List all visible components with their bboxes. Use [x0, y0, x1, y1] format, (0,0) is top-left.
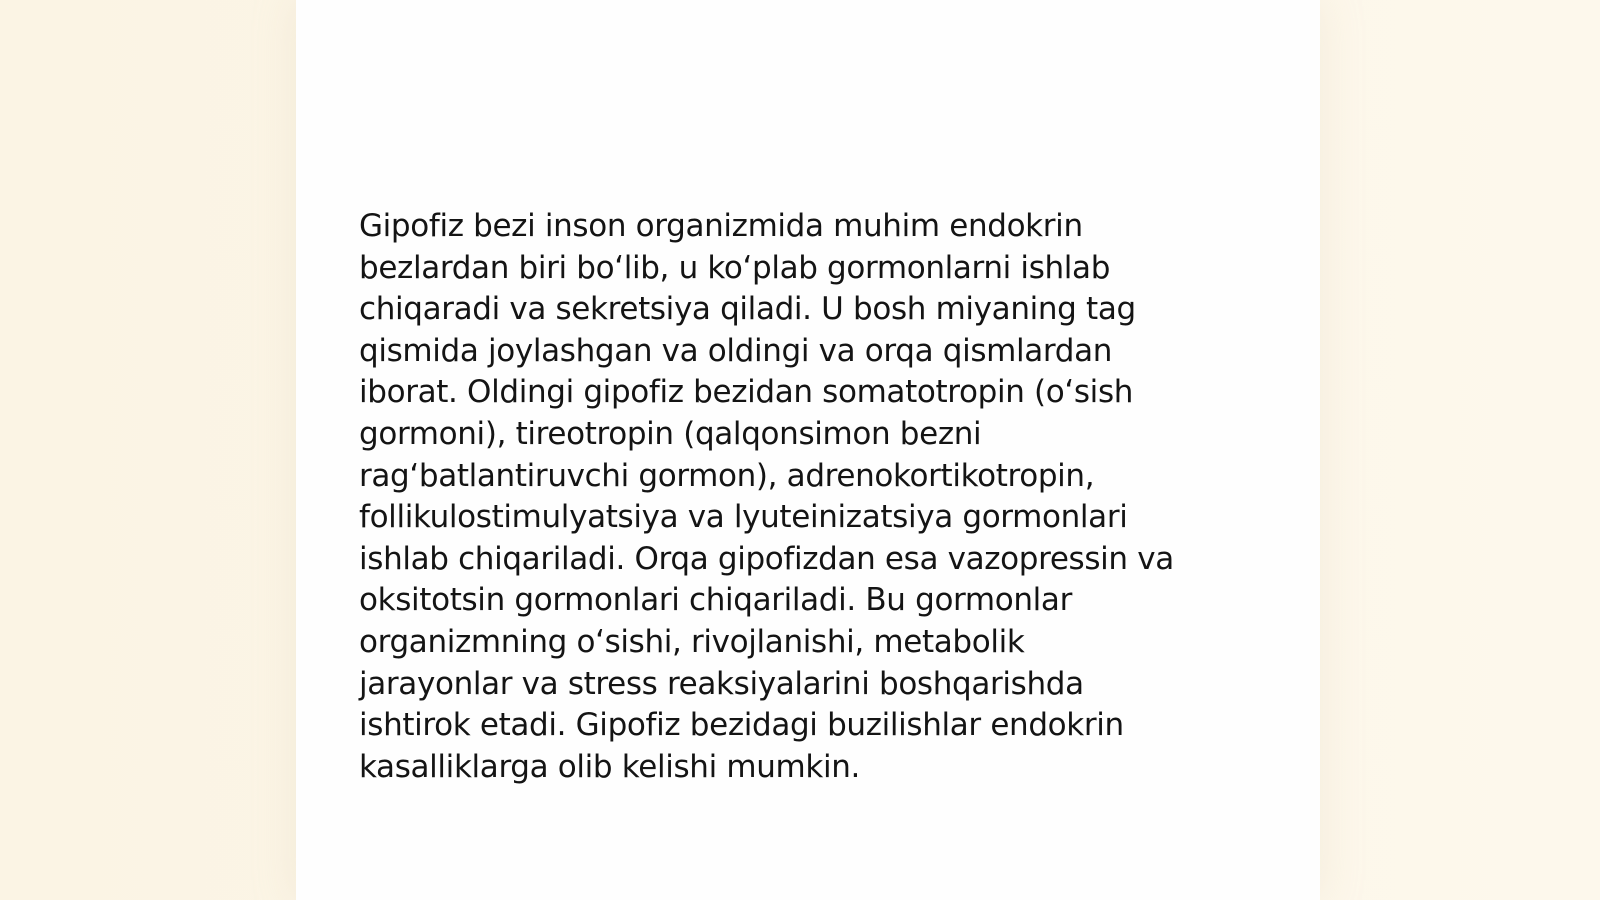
paragraph-line-7: rag‘batlantiruvchi gormon), adrenokortikotropin, [359, 457, 1095, 494]
paragraph-line-4: qismida joylashgan va oldingi va orqa qismlardan [359, 332, 1113, 369]
paragraph-line-6: gormoni), tireotropin (qalqonsimon bezni [359, 415, 982, 452]
paragraph-line-10: oksitotsin gormonlari chiqariladi. Bu gormonlar [359, 582, 1072, 619]
paragraph-line-14: kasalliklarga olib kelishi mumkin. [359, 748, 861, 785]
paragraph-line-5: iborat. Oldingi gipofiz bezidan somatotropin (o‘sish [359, 374, 1134, 411]
paragraph-line-12: jarayonlar va stress reaksiyalarini boshqarishda [359, 665, 1084, 702]
paragraph-line-13: ishtirok etadi. Gipofiz bezidagi buzilishlar endokrin [359, 707, 1124, 744]
paragraph-line-1: Gipofiz bezi inson organizmida muhim endokrin [359, 208, 1083, 244]
paragraph-line-8: follikulostimulyatsiya va lyuteinizatsiya gormonlari [359, 499, 1128, 536]
paragraph-line-11: organizmning o‘sishi, rivojlanishi, metabolik [359, 623, 1025, 660]
paragraph-line-2: bezlardan biri bo‘lib, u ko‘plab gormonlarni ishlab [359, 249, 1111, 286]
paragraph-line-9: ishlab chiqariladi. Orqa gipofizdan esa vazopressin va [359, 540, 1174, 577]
slide-body-paragraph [359, 206, 1239, 788]
paragraph-line-3: chiqaradi va sekretsiya qiladi. U bosh miyaning tag [359, 291, 1136, 328]
